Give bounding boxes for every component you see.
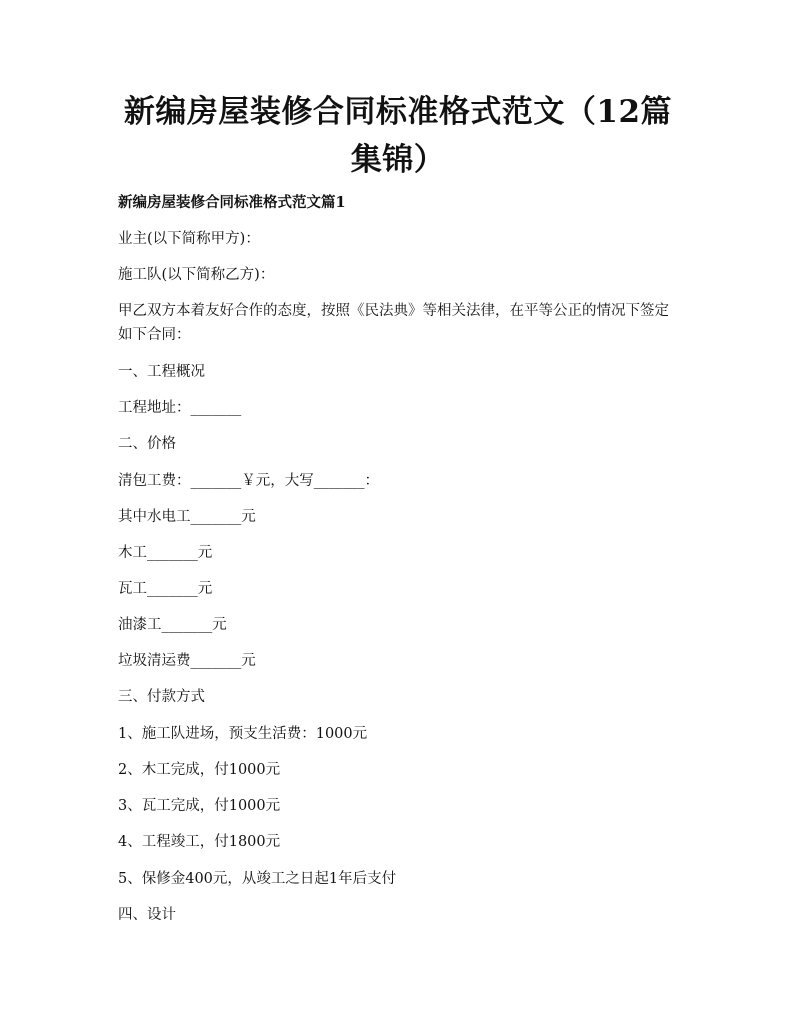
project-address-line: 工程地址：_______	[118, 400, 242, 416]
document-title: 新编房屋装修合同标准格式范文（12篇集锦）	[123, 94, 673, 178]
payment-item-5: 5、保修金400元，从竣工之日起1年后支付	[118, 871, 397, 887]
tiling-line: 瓦工_______元	[118, 581, 213, 597]
section-heading: 新编房屋装修合同标准格式范文篇1	[118, 194, 346, 211]
plumbing-electrical-line: 其中水电工_______元	[118, 509, 256, 525]
payment-item-2: 2、木工完成，付1000元	[118, 762, 281, 778]
heading-price: 二、价格	[118, 436, 176, 452]
party-a-line: 业主(以下简称甲方)：	[118, 231, 260, 247]
labor-fee-line: 清包工费：_______￥元，大写_______：	[118, 473, 379, 489]
heading-project-overview: 一、工程概况	[118, 364, 205, 380]
painting-line: 油漆工_______元	[118, 617, 227, 633]
heading-design: 四、设计	[118, 907, 176, 923]
payment-item-3: 3、瓦工完成，付1000元	[118, 798, 281, 814]
intro-paragraph: 甲乙双方本着友好合作的态度，按照《民法典》等相关法律，在平等公正的情况下签定如下合同：	[118, 303, 669, 343]
waste-removal-line: 垃圾清运费_______元	[118, 653, 256, 669]
payment-item-4: 4、工程竣工，付1800元	[118, 834, 281, 850]
payment-item-1: 1、施工队进场，预支生活费：1000元	[118, 726, 368, 742]
party-b-line: 施工队(以下简称乙方)：	[118, 267, 275, 283]
carpentry-line: 木工_______元	[118, 545, 213, 561]
heading-payment-method: 三、付款方式	[118, 689, 205, 705]
